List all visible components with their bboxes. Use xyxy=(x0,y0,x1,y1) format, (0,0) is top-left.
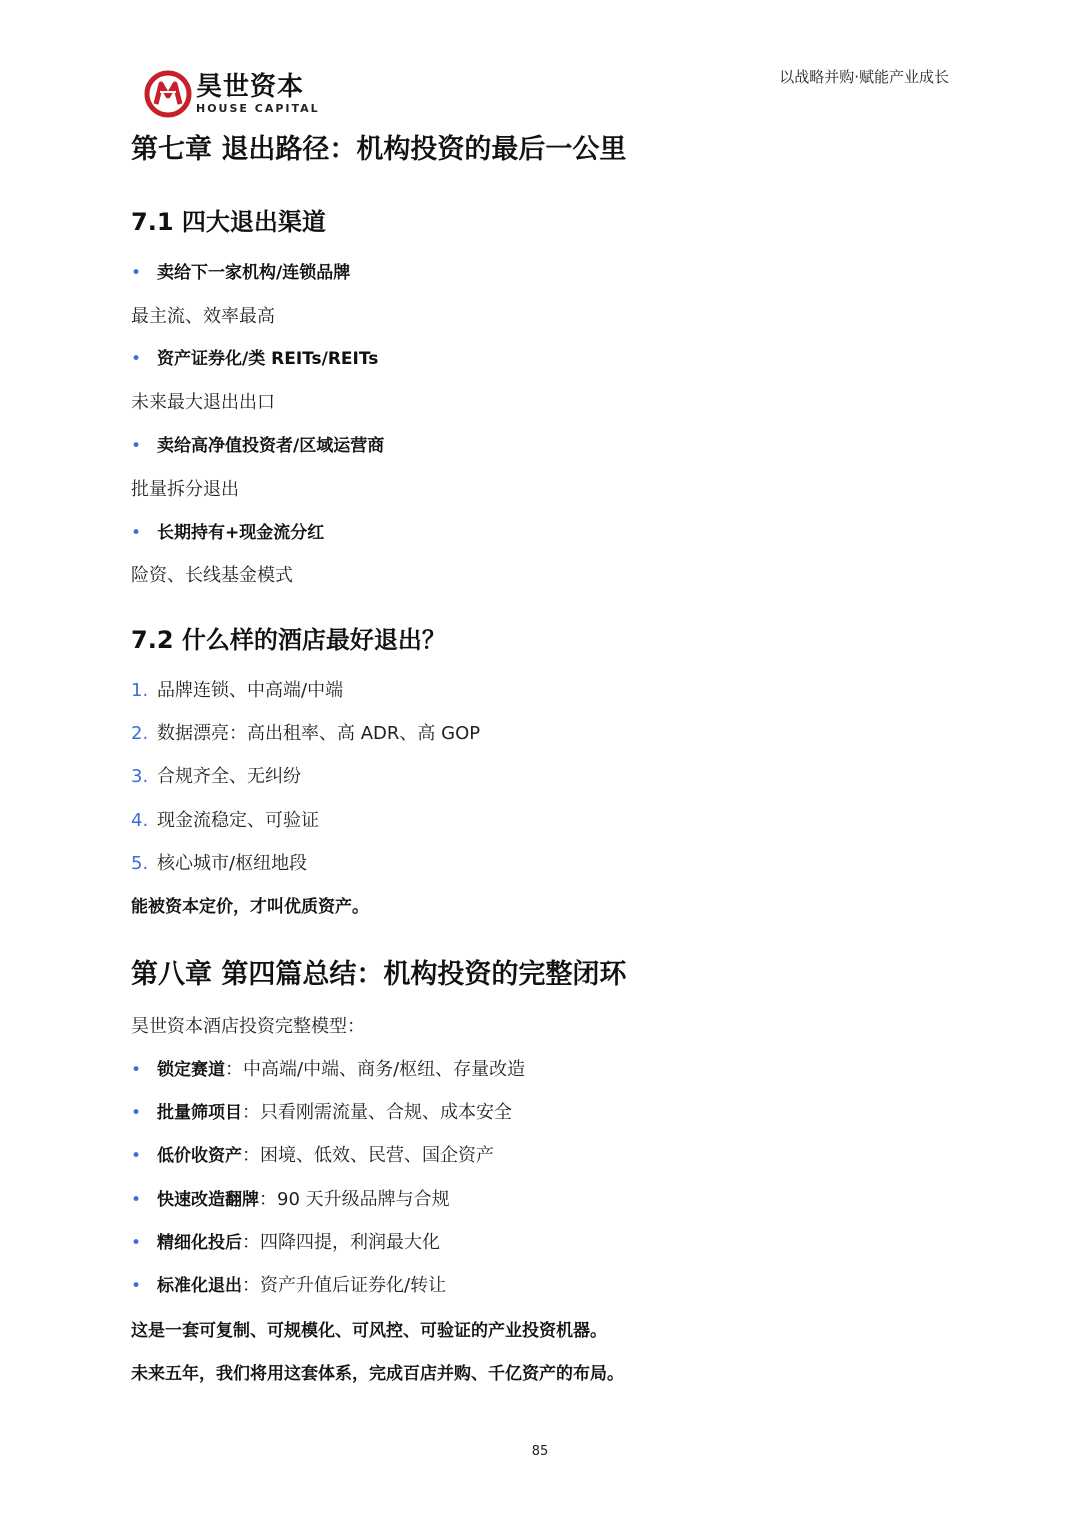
model-step-label: 快速改造翻牌 xyxy=(157,1190,259,1210)
model-step-item xyxy=(131,1230,440,1256)
exit-channel-desc: 批量拆分退出 xyxy=(131,479,239,500)
item-text: 数据漂亮：高出租率、高 ADR、高 GOP xyxy=(157,723,481,744)
chapter-8-closing-1: 这是一套可复制、可规模化、可风控、可验证的产业投资机器。 xyxy=(131,1321,607,1341)
bullet-icon: • xyxy=(131,1190,142,1210)
item-text: 核心城市/枢纽地段 xyxy=(157,853,308,874)
section-7-1-title: 7.1 四大退出渠道 xyxy=(131,208,326,236)
numbered-item xyxy=(131,721,480,747)
model-step-label: 批量筛项目 xyxy=(157,1103,242,1123)
model-step-label: 标准化退出 xyxy=(157,1276,242,1296)
model-step-desc: ：中高端/中端、商务/枢纽、存量改造 xyxy=(225,1059,526,1080)
model-step-desc: ：四降四提，利润最大化 xyxy=(242,1232,440,1253)
item-number: 3. xyxy=(131,766,149,787)
bullet-icon: • xyxy=(131,436,142,456)
section-7-2-title: 7.2 什么样的酒店最好退出？ xyxy=(131,626,446,654)
model-step-label: 精细化投后 xyxy=(157,1233,242,1253)
bullet-icon: • xyxy=(131,349,142,369)
numbered-item xyxy=(131,808,319,834)
model-step-desc: ：90 天升级品牌与合规 xyxy=(259,1189,450,1210)
bullet-icon: • xyxy=(131,1103,142,1123)
model-step-item xyxy=(131,1273,446,1299)
item-number: 2. xyxy=(131,723,149,744)
bullet-icon: • xyxy=(131,263,142,283)
bullet-icon: • xyxy=(131,1233,142,1253)
exit-channel-label: 卖给高净值投资者/区域运营商 xyxy=(157,436,385,456)
chapter-7-title: 第七章 退出路径：机构投资的最后一公里 xyxy=(131,134,627,165)
bullet-icon: • xyxy=(131,1276,142,1296)
exit-channel-label: 资产证券化/类 REITs/REITs xyxy=(157,349,379,369)
logo-english-name: HOUSE CAPITAL xyxy=(196,102,320,115)
header-slogan: 以战略并购·赋能产业成长 xyxy=(779,68,949,86)
exit-channel-desc: 最主流、效率最高 xyxy=(131,306,275,327)
numbered-item xyxy=(131,851,307,877)
house-capital-logo-icon xyxy=(144,70,192,118)
model-step-item xyxy=(131,1143,494,1169)
exit-channel-item xyxy=(131,346,378,372)
model-step-item xyxy=(131,1100,512,1126)
item-text: 品牌连锁、中高端/中端 xyxy=(157,680,344,701)
page-number: 85 xyxy=(531,1444,549,1459)
item-number: 5. xyxy=(131,853,149,874)
item-number: 4. xyxy=(131,810,149,831)
model-step-label: 低价收资产 xyxy=(157,1146,242,1166)
bullet-icon: • xyxy=(131,523,142,543)
exit-channel-item xyxy=(131,260,350,286)
section-7-2-conclusion: 能被资本定价，才叫优质资产。 xyxy=(131,897,369,917)
bullet-icon: • xyxy=(131,1060,142,1080)
model-step-label: 锁定赛道 xyxy=(157,1060,225,1080)
model-step-item xyxy=(131,1187,450,1213)
logo-chinese-name: 昊世资本 xyxy=(196,72,305,102)
chapter-8-closing-2: 未来五年，我们将用这套体系，完成百店并购、千亿资产的布局。 xyxy=(131,1364,624,1384)
company-logo xyxy=(144,70,320,118)
chapter-8-intro: 昊世资本酒店投资完整模型： xyxy=(131,1016,365,1037)
model-step-item xyxy=(131,1057,525,1083)
item-number: 1. xyxy=(131,680,149,701)
chapter-8-title: 第八章 第四篇总结：机构投资的完整闭环 xyxy=(131,959,627,990)
exit-channel-label: 卖给下一家机构/连锁品牌 xyxy=(157,263,351,283)
exit-channel-item xyxy=(131,520,324,546)
item-text: 合规齐全、无纠纷 xyxy=(157,766,301,787)
numbered-item xyxy=(131,678,343,704)
item-text: 现金流稳定、可验证 xyxy=(157,810,319,831)
model-step-desc: ：资产升值后证券化/转让 xyxy=(242,1275,447,1296)
exit-channel-label: 长期持有+现金流分红 xyxy=(157,523,325,543)
exit-channel-desc: 险资、长线基金模式 xyxy=(131,565,293,586)
model-step-desc: ：只看刚需流量、合规、成本安全 xyxy=(242,1102,512,1123)
model-step-desc: ：困境、低效、民营、国企资产 xyxy=(242,1145,494,1166)
bullet-icon: • xyxy=(131,1146,142,1166)
numbered-item xyxy=(131,764,301,790)
exit-channel-desc: 未来最大退出出口 xyxy=(131,392,275,413)
exit-channel-item xyxy=(131,433,384,459)
